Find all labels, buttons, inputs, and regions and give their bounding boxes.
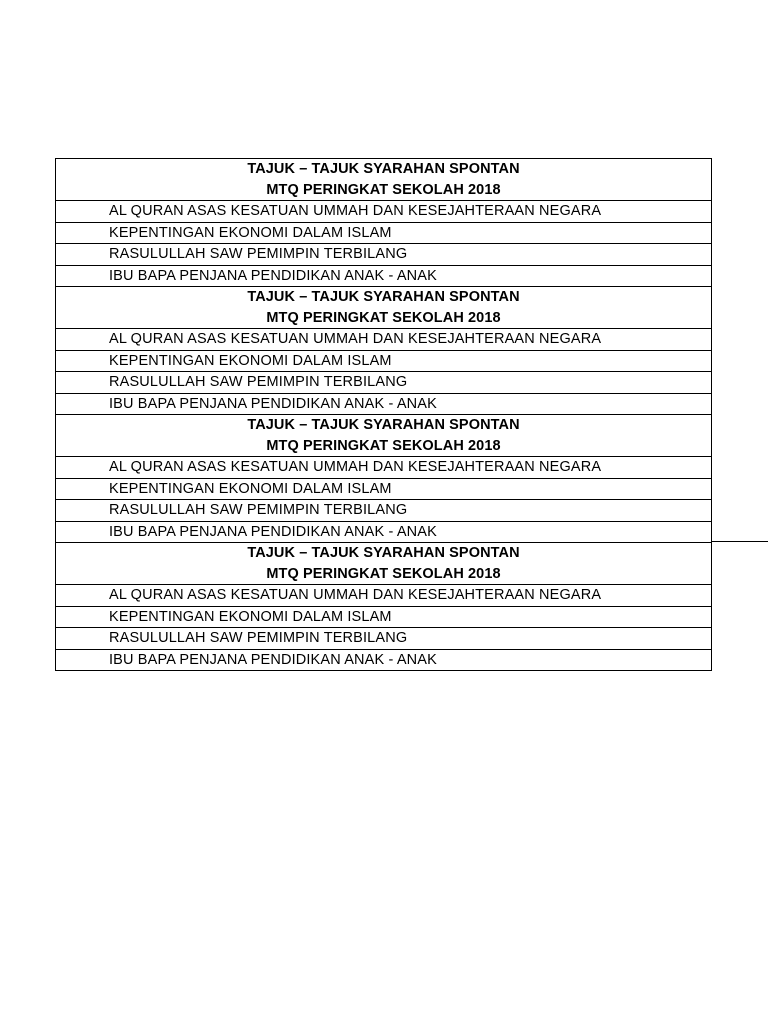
table-row xyxy=(56,585,712,607)
topic-cell: RASULULLAH SAW PEMIMPIN TERBILANG xyxy=(56,500,712,522)
topic-cell: RASULULLAH SAW PEMIMPIN TERBILANG xyxy=(56,372,712,394)
table-row xyxy=(56,372,712,394)
table-row xyxy=(56,521,712,543)
topic-cell: IBU BAPA PENJANA PENDIDIKAN ANAK - ANAK xyxy=(56,521,712,543)
header-title: TAJUK – TAJUK SYARAHAN SPONTAN xyxy=(247,289,520,305)
table-row xyxy=(56,457,712,479)
topic-cell: AL QURAN ASAS KESATUAN UMMAH DAN KESEJAHTERAAN NEGARA xyxy=(56,329,712,351)
topic-cell: RASULULLAH SAW PEMIMPIN TERBILANG xyxy=(56,628,712,650)
topic-cell: IBU BAPA PENJANA PENDIDIKAN ANAK - ANAK xyxy=(56,265,712,287)
table-row xyxy=(56,649,712,671)
topic-cell: IBU BAPA PENJANA PENDIDIKAN ANAK - ANAK xyxy=(56,649,712,671)
table-header-row xyxy=(56,543,712,585)
table-row xyxy=(56,265,712,287)
topic-cell: KEPENTINGAN EKONOMI DALAM ISLAM xyxy=(56,222,712,244)
table-row xyxy=(56,329,712,351)
header-subtitle: MTQ PERINGKAT SEKOLAH 2018 xyxy=(266,565,501,582)
topic-cell: IBU BAPA PENJANA PENDIDIKAN ANAK - ANAK xyxy=(56,393,712,415)
header-title: TAJUK – TAJUK SYARAHAN SPONTAN xyxy=(247,545,520,561)
table-header-row xyxy=(56,415,712,457)
topic-cell: KEPENTINGAN EKONOMI DALAM ISLAM xyxy=(56,606,712,628)
speech-topics-table xyxy=(55,158,712,671)
header-title: TAJUK – TAJUK SYARAHAN SPONTAN xyxy=(247,417,520,433)
header-subtitle: MTQ PERINGKAT SEKOLAH 2018 xyxy=(266,437,501,454)
table-row xyxy=(56,244,712,266)
header-subtitle: MTQ PERINGKAT SEKOLAH 2018 xyxy=(266,181,501,198)
table-header-row xyxy=(56,159,712,201)
topic-cell: KEPENTINGAN EKONOMI DALAM ISLAM xyxy=(56,350,712,372)
topic-cell: KEPENTINGAN EKONOMI DALAM ISLAM xyxy=(56,478,712,500)
table-row xyxy=(56,606,712,628)
topic-cell: AL QURAN ASAS KESATUAN UMMAH DAN KESEJAHTERAAN NEGARA xyxy=(56,201,712,223)
table-row xyxy=(56,478,712,500)
table-header-cell xyxy=(56,415,712,457)
table-row xyxy=(56,628,712,650)
table-row xyxy=(56,393,712,415)
table-row xyxy=(56,350,712,372)
topic-cell: AL QURAN ASAS KESATUAN UMMAH DAN KESEJAHTERAAN NEGARA xyxy=(56,457,712,479)
header-subtitle: MTQ PERINGKAT SEKOLAH 2018 xyxy=(266,309,501,326)
table-row xyxy=(56,500,712,522)
table-row xyxy=(56,201,712,223)
horizontal-rule xyxy=(712,541,768,542)
header-title: TAJUK – TAJUK SYARAHAN SPONTAN xyxy=(247,161,520,177)
table-header-cell xyxy=(56,543,712,585)
topic-cell: AL QURAN ASAS KESATUAN UMMAH DAN KESEJAHTERAAN NEGARA xyxy=(56,585,712,607)
table-header-cell xyxy=(56,159,712,201)
table-row xyxy=(56,222,712,244)
table-header-row xyxy=(56,287,712,329)
topic-cell: RASULULLAH SAW PEMIMPIN TERBILANG xyxy=(56,244,712,266)
table-header-cell xyxy=(56,287,712,329)
